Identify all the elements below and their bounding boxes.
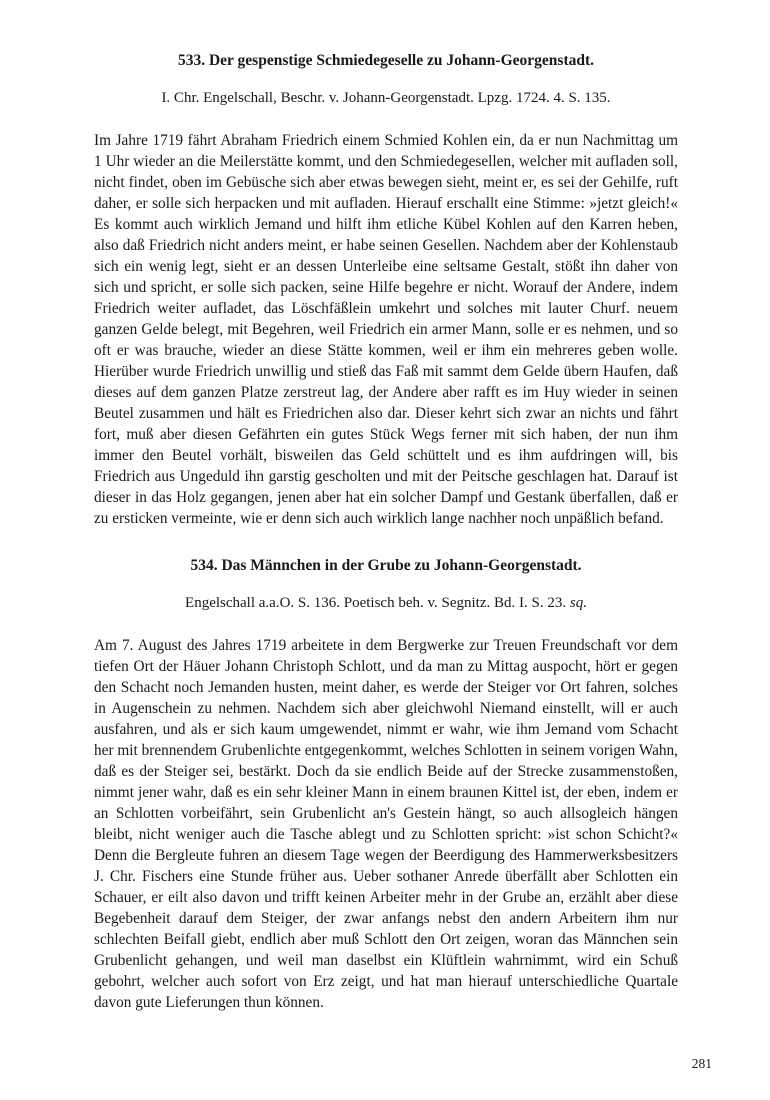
story-534-source-abbrev: sq. <box>569 595 587 611</box>
story-534-body: Am 7. August des Jahres 1719 arbeitete in dem Bergwerke zur Treuen Freundschaft vor dem tiefen Ort der Häuer Johann Christoph Schlott, und da man zu Mittag auspocht, hört er gegen den Schacht noch Jemanden husten, meint daher, es werde der Steiger vor Ort fahren, solches in Augenschein zu nehmen. Nachdem sich aber gleichwohl Niemand einstellt, will er auch ausfahren, und als er sich kaum umgewendet, nimmt er wahr, wie ihm Jemand vom Schacht her mit brennendem Grubenlichte entgegenkommt, welches Schlotten in seinem vorigen Wahn, daß es der Steiger sei, bestärkt. Doch da sie endlich Beide auf der Strecke zusammenstoßen, nimmt jener wahr, daß es ein sehr kleiner Mann in einem braunen Kittel ist, der eben, indem er an Schlotten vorbeifährt, sein Grubenlicht an's Gestein hängt, so auch allsogleich hängen bleibt, nicht weniger auch die Tasche ablegt und zu Schlotten spricht: »ist schon Schicht?« Denn die Bergleute fuhren an diesem Tage wegen der Beerdigung des Hammerwerksbesitzers J. Chr. Fischers eine Stunde früher aus. Ueber sothaner Anrede überfällt aber Schlotten ein Schauer, er eilt also davon und trifft keinen Arbeiter mehr in der Grube an, erzählt aber diese Begebenheit darauf dem Steiger, der zwar anfangs nebst den andern Arbeitern ihm nur schlechten Beifall giebt, endlich aber muß Schlott den Ort zeigen, woran das Männchen sein Grubenlicht gehangen, und weil man daselbst ein Klüftlein wahrnimmt, wird ein Schuß gebohrt, welcher auch sofort von Erz zeigt, und hat man hierauf unterschiedliche Quartale davon gute Lieferungen thun können. <box>94 637 678 1011</box>
story-533-body: Im Jahre 1719 fährt Abraham Friedrich einem Schmied Kohlen ein, da er nun Nachmittag um 1 Uhr wieder an die Meilerstätte kommt, und den Schmiedegesellen, welcher mit aufladen soll, nicht findet, oben im Gebüsche sich aber etwas bewegen sieht, meint er, es sei der Gehilfe, ruft daher, er solle sich herpacken und mit aufladen. Hierauf erschallt eine Stimme: »jetzt gleich!« Es kommt auch wirklich Jemand und hilft ihm etliche Kübel Kohlen auf den Karren heben, also daß Friedrich nicht anders meint, er habe seinen Gesellen. Nachdem aber der Kohlenstaub sich ein wenig legt, sieht er an dessen Unterleibe eine seltsame Gestalt, stößt ihn daher von sich und spricht, er solle sich packen, seine Hilfe begehre er nicht. Worauf der Andere, indem Friedrich weiter aufladet, das Löschfäßlein umkehrt und solches mit lauter Churf. neuem ganzen Gelde belegt, mit Begehren, weil Friedrich ein armer Mann, solle er es nehmen, und so oft er was brauche, wieder an diese Stätte kommen, weil er ihm ein mehreres geben wolle. Hierüber wurde Friedrich unwillig und stieß das Faß mit sammt dem Gelde übern Haufen, daß dieses auf dem ganzen Platze zerstreut lag, der Andere aber rafft es im Huy wieder in seinen Beutel zusammen und hält es Friedrichen also dar. Dieser kehrt sich zwar an nichts und fährt fort, muß aber diesen Gefährten ein gutes Stück Wegs ferner mit sich haben, der nun ihm immer den Beutel vorhält, bisweilen das Geld schüttelt und es ihm aufdringen will, bis Friedrich aus Ungeduld ihn garstig gescholten und mit der Peitsche geschlagen hat. Darauf ist dieser in das Holz gegangen, jenen aber hat ein solcher Dampf und Gestank überfallen, daß er zu ersticken vermeinte, wie er denn sich auch wirklich lange nachher noch unpäßlich befand. <box>94 132 678 527</box>
story-534-title: 534. Das Männchen in der Grube zu Johann-Georgenstadt. <box>190 557 582 574</box>
story-534-source-text: Engelschall a.a.O. S. 136. Poetisch beh. v. Segnitz. Bd. I. S. 23. <box>185 595 567 611</box>
story-533-source: I. Chr. Engelschall, Beschr. v. Johann-Georgenstadt. Lpzg. 1724. 4. S. 135. <box>161 90 611 106</box>
page-number: 281 <box>691 1055 712 1071</box>
story-534-source <box>94 593 678 614</box>
story-533-title: 533. Der gespenstige Schmiedegeselle zu Johann-Georgenstadt. <box>177 52 595 69</box>
story-section-533 <box>94 50 678 529</box>
story-section-534 <box>94 555 678 1013</box>
